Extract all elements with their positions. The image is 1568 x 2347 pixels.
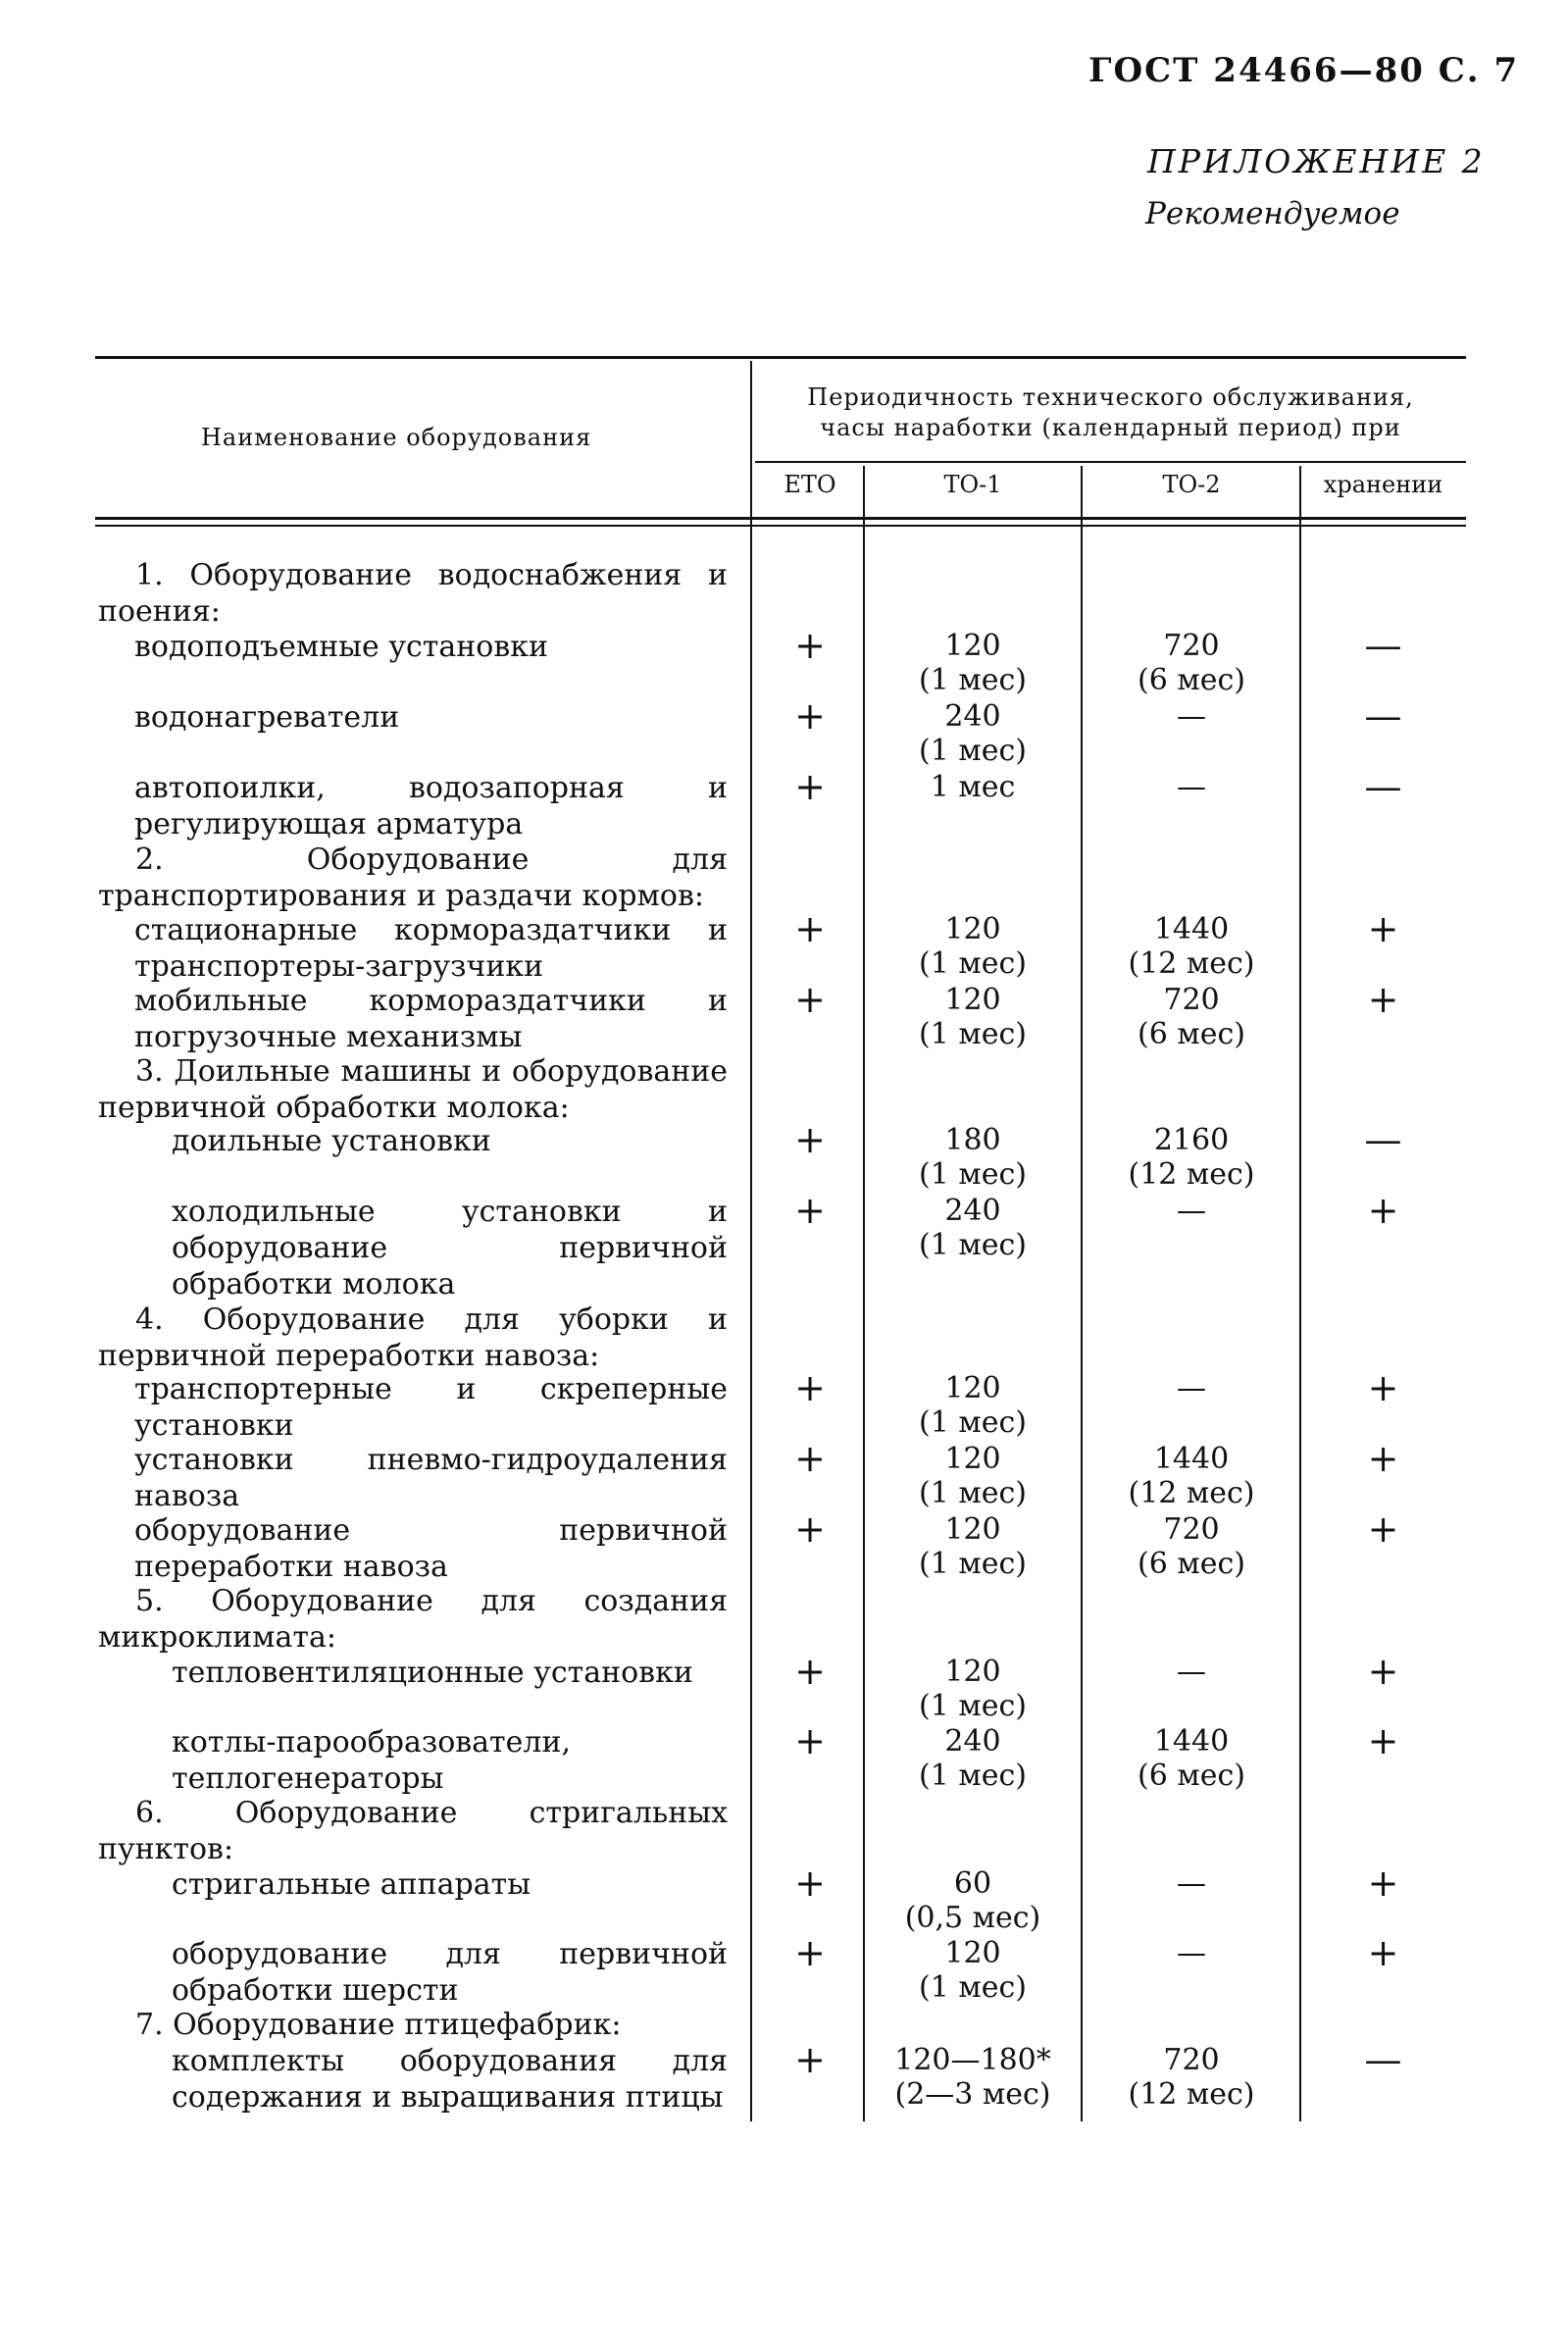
cell-storage: — [1364, 1118, 1402, 1161]
appendix-status: Рекомендуемое [1145, 196, 1400, 231]
header-eto: ЕТО [784, 471, 836, 498]
cell-eto: + [794, 1650, 826, 1693]
cell-to1: 120 (1 мес) [919, 1442, 1027, 1510]
document-code: ГОСТ 24466—80 С. 7 [1088, 51, 1520, 90]
cell-to2: — [1177, 1936, 1206, 1970]
row-name: водонагреватели [134, 700, 400, 735]
row-name: оборудование для первичной обработки шерсти [172, 1937, 728, 2008]
header-to1: ТО-1 [943, 471, 1002, 498]
cell-to1: 120 (1 мес) [919, 983, 1027, 1051]
cell-storage: + [1367, 1862, 1399, 1905]
cell-eto: + [794, 1437, 826, 1480]
row-name: водоподъемные установки [134, 630, 548, 664]
cell-to1: 1 мес [930, 770, 1016, 804]
row-name: 1. Оборудование водоснабжения и поения: [98, 558, 728, 629]
cell-eto: + [794, 1366, 826, 1409]
cell-eto: + [794, 2038, 826, 2081]
row-name: стационарные кормораздатчики и транспортеры-загрузчики [134, 913, 728, 984]
cell-to2: — [1177, 1371, 1206, 1405]
cell-eto: + [794, 765, 826, 808]
cell-eto: + [794, 1719, 826, 1762]
header-to2: ТО-2 [1162, 471, 1221, 498]
col-divider-name [750, 361, 752, 2121]
cell-to1: 180 (1 мес) [919, 1123, 1027, 1192]
row-name: стригальные аппараты [172, 1867, 531, 1902]
cell-to2: — [1177, 699, 1206, 734]
header-equipment-name: Наименование оборудования [201, 424, 592, 451]
row-name: транспортерные и скреперные установки [134, 1372, 728, 1443]
row-name: установки пневмо-гидроудаления навоза [134, 1443, 728, 1513]
cell-storage: + [1367, 1189, 1399, 1232]
cell-storage: + [1367, 1366, 1399, 1409]
cell-to2: 720 (6 мес) [1138, 983, 1245, 1051]
col-divider-to2 [1299, 466, 1301, 2121]
cell-to2: 720 (6 мес) [1138, 1512, 1245, 1581]
row-name: комплекты оборудования для содержания и выращивания птицы [172, 2044, 728, 2115]
row-name: 3. Доильные машины и оборудование первичной обработки молока: [98, 1054, 728, 1125]
cell-eto: + [794, 1862, 826, 1905]
cell-eto: + [794, 1189, 826, 1232]
row-name: холодильные установки и оборудование первичной обработки молока [172, 1195, 728, 1301]
cell-to2: 1440 (6 мес) [1138, 1724, 1245, 1793]
cell-to1: 120 (1 мес) [919, 1371, 1027, 1440]
cell-eto: + [794, 978, 826, 1021]
row-name: котлы-парообразователи, теплогенераторы [172, 1725, 571, 1796]
cell-eto: + [794, 1507, 826, 1551]
row-name: автопоилки, водозапорная и регулирующая арматура [134, 771, 728, 842]
cell-to2: 1440 (12 мес) [1128, 1442, 1255, 1510]
cell-to2: — [1177, 1655, 1206, 1689]
cell-to1: 60 (0,5 мес) [904, 1866, 1041, 1935]
cell-storage: + [1367, 1507, 1399, 1551]
cell-storage: — [1364, 624, 1402, 667]
cell-to2: 720 (6 мес) [1138, 629, 1245, 697]
row-name: тепловентиляционные установки [172, 1656, 693, 1690]
row-name: 4. Оборудование для уборки и первичной переработки навоза: [98, 1302, 728, 1373]
cell-to1: 120 (1 мес) [919, 1655, 1027, 1723]
cell-to1: 240 (1 мес) [919, 1724, 1027, 1793]
cell-to1: 240 (1 мес) [919, 699, 1027, 768]
cell-storage: + [1367, 1437, 1399, 1480]
header-sub-rule [755, 461, 1466, 463]
table-top-rule [95, 356, 1466, 359]
row-name: оборудование первичной переработки навоза [134, 1513, 728, 1584]
cell-storage: — [1364, 2038, 1402, 2081]
cell-storage: + [1367, 907, 1399, 950]
row-name: доильные установки [172, 1124, 491, 1158]
col-divider-to1 [1081, 466, 1083, 2121]
cell-eto: + [794, 694, 826, 738]
header-period-line2: часы наработки (календарный период) при [820, 414, 1401, 441]
header-period [755, 383, 1466, 443]
cell-eto: + [794, 624, 826, 667]
cell-to2: 1440 (12 мес) [1128, 912, 1255, 981]
header-storage: хранении [1323, 471, 1443, 498]
cell-storage: + [1367, 1650, 1399, 1693]
cell-to2: 720 (12 мес) [1128, 2043, 1255, 2112]
cell-to1: 240 (1 мес) [919, 1194, 1027, 1262]
cell-storage: + [1367, 1931, 1399, 1974]
cell-storage: — [1364, 765, 1402, 808]
row-name: 2. Оборудование для транспортирования и раздачи кормов: [98, 842, 728, 913]
header-period-line1: Периодичность технического обслуживания, [807, 383, 1414, 411]
appendix-title: ПРИЛОЖЕНИЕ 2 [1147, 142, 1486, 180]
cell-eto: + [794, 907, 826, 950]
row-name: мобильные кормораздатчики и погрузочные механизмы [134, 984, 728, 1054]
cell-to2: — [1177, 1866, 1206, 1901]
cell-eto: + [794, 1118, 826, 1161]
header-bottom-rule-2 [95, 525, 1466, 527]
row-name: 6. Оборудование стригальных пунктов: [98, 1796, 728, 1866]
cell-to1: 120—180* (2—3 мес) [894, 2043, 1051, 2112]
cell-to2: — [1177, 1194, 1206, 1228]
row-name: 5. Оборудование для создания микроклимата: [98, 1584, 728, 1655]
cell-to1: 120 (1 мес) [919, 629, 1027, 697]
cell-to2: 2160 (12 мес) [1128, 1123, 1255, 1192]
row-name: 7. Оборудование птицефабрик: [135, 2008, 622, 2042]
cell-storage: — [1364, 694, 1402, 738]
cell-to1: 120 (1 мес) [919, 1936, 1027, 2005]
cell-to1: 120 (1 мес) [919, 912, 1027, 981]
header-bottom-rule [95, 517, 1466, 520]
cell-eto: + [794, 1931, 826, 1974]
cell-to2: — [1177, 770, 1206, 804]
cell-storage: + [1367, 978, 1399, 1021]
cell-to1: 120 (1 мес) [919, 1512, 1027, 1581]
cell-storage: + [1367, 1719, 1399, 1762]
